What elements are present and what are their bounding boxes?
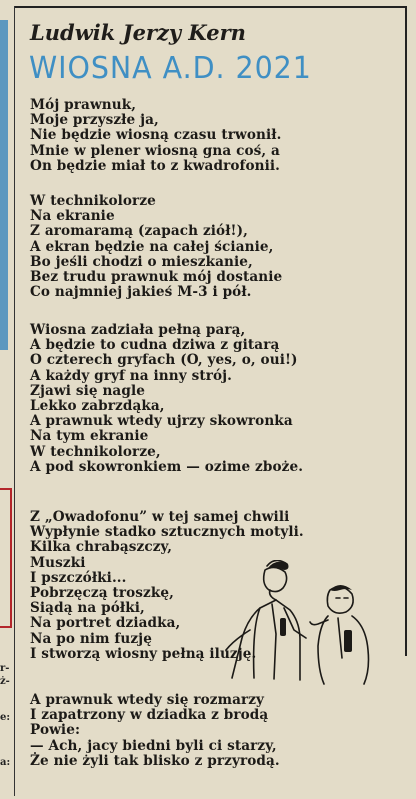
poem-line: Moje przyszłe ja, [30,112,159,129]
poem-line: Że nie żyli tak blisko z przyrodą. [30,752,280,769]
poem-line: Siądą na półki, [30,600,145,617]
poem-line: I zapatrzony w dziadka z brodą [30,707,269,724]
poem-line: A będzie to cudna dziwa z gitarą [30,337,280,354]
poem-line: Wypłynie stadko sztucznych motyli. [30,524,304,541]
poem-title: WIOSNA A.D. 2021 [29,51,312,86]
poem-line: — Ach, jacy biedni byli ci starzy, [30,737,277,754]
two-men-illustration [210,560,380,685]
stanza-1 [30,98,281,174]
poem-line: A pod skowronkiem — ozime zboże. [30,458,304,475]
stanza-5 [30,693,280,769]
poem-line: Zjawi się nagle [30,382,145,399]
margin-fragment: a: [0,757,11,768]
margin-fragment: ż- [0,676,10,687]
poem-line: Nie będzie wiosną czasu trwonił. [30,127,282,144]
red-margin-box [0,488,12,628]
poem-line: A każdy gryf na inny strój. [30,367,233,384]
poem-line: On będzie miał to z kwadrofonii. [30,157,280,174]
poem-line: Pobrzęczą troszkę, [30,585,174,602]
poem-line: I stworzą wiosny pełną iluzję. [30,645,257,662]
poem-line: W technikolorze [30,193,156,209]
stanza-2 [30,194,282,300]
poem-line: Na tym ekranie [30,428,149,445]
poem-line: Z „Owadofonu” w tej samej chwili [30,509,290,525]
poem-line: Muszki [30,554,86,571]
poem-line: Na portret dziadka, [30,615,181,632]
author-name: Ludwik Jerzy Kern [30,20,246,45]
poem-line: O czterech gryfach (O, yes, o, oui!) [30,352,298,369]
poem-line: Lekko zabrzdąka, [30,398,165,415]
poem-line: Co najmniej jakieś M-3 i pół. [30,284,252,301]
poem-line: Mój prawnuk, [30,97,137,113]
poem-line: I pszczółki... [30,569,127,586]
frame-top-rule [14,6,407,8]
poem-line: Na po nim fuzję [30,630,152,647]
poem-line: Mnie w plener wiosną gna coś, a [30,142,280,159]
frame-left-rule [14,6,15,796]
poem-line: A prawnuk wtedy się rozmarzy [30,692,265,708]
stanza-3 [30,323,303,475]
poem-line: Na ekranie [30,208,115,225]
poem-line: Bez trudu prawnuk mój dostanie [30,269,283,286]
poem-line: W technikolorze, [30,443,161,460]
blue-margin-strip [0,20,8,350]
poem-line: A prawnuk wtedy ujrzy skowronka [30,413,293,430]
poem-line: Wiosna zadziała pełną parą, [30,322,246,338]
poem-line: Kilka chrabąszczy, [30,539,173,556]
poem-line: Z aromaramą (zapach ziół!), [30,223,248,240]
frame-right-rule [405,6,407,656]
margin-fragment: r- [0,663,10,674]
poem-line: Bo jeśli chodzi o mieszkanie, [30,253,253,270]
poem-line: Powie: [30,722,81,739]
poem-line: A ekran będzie na całej ścianie, [30,238,274,255]
margin-fragment: e: [0,712,11,723]
